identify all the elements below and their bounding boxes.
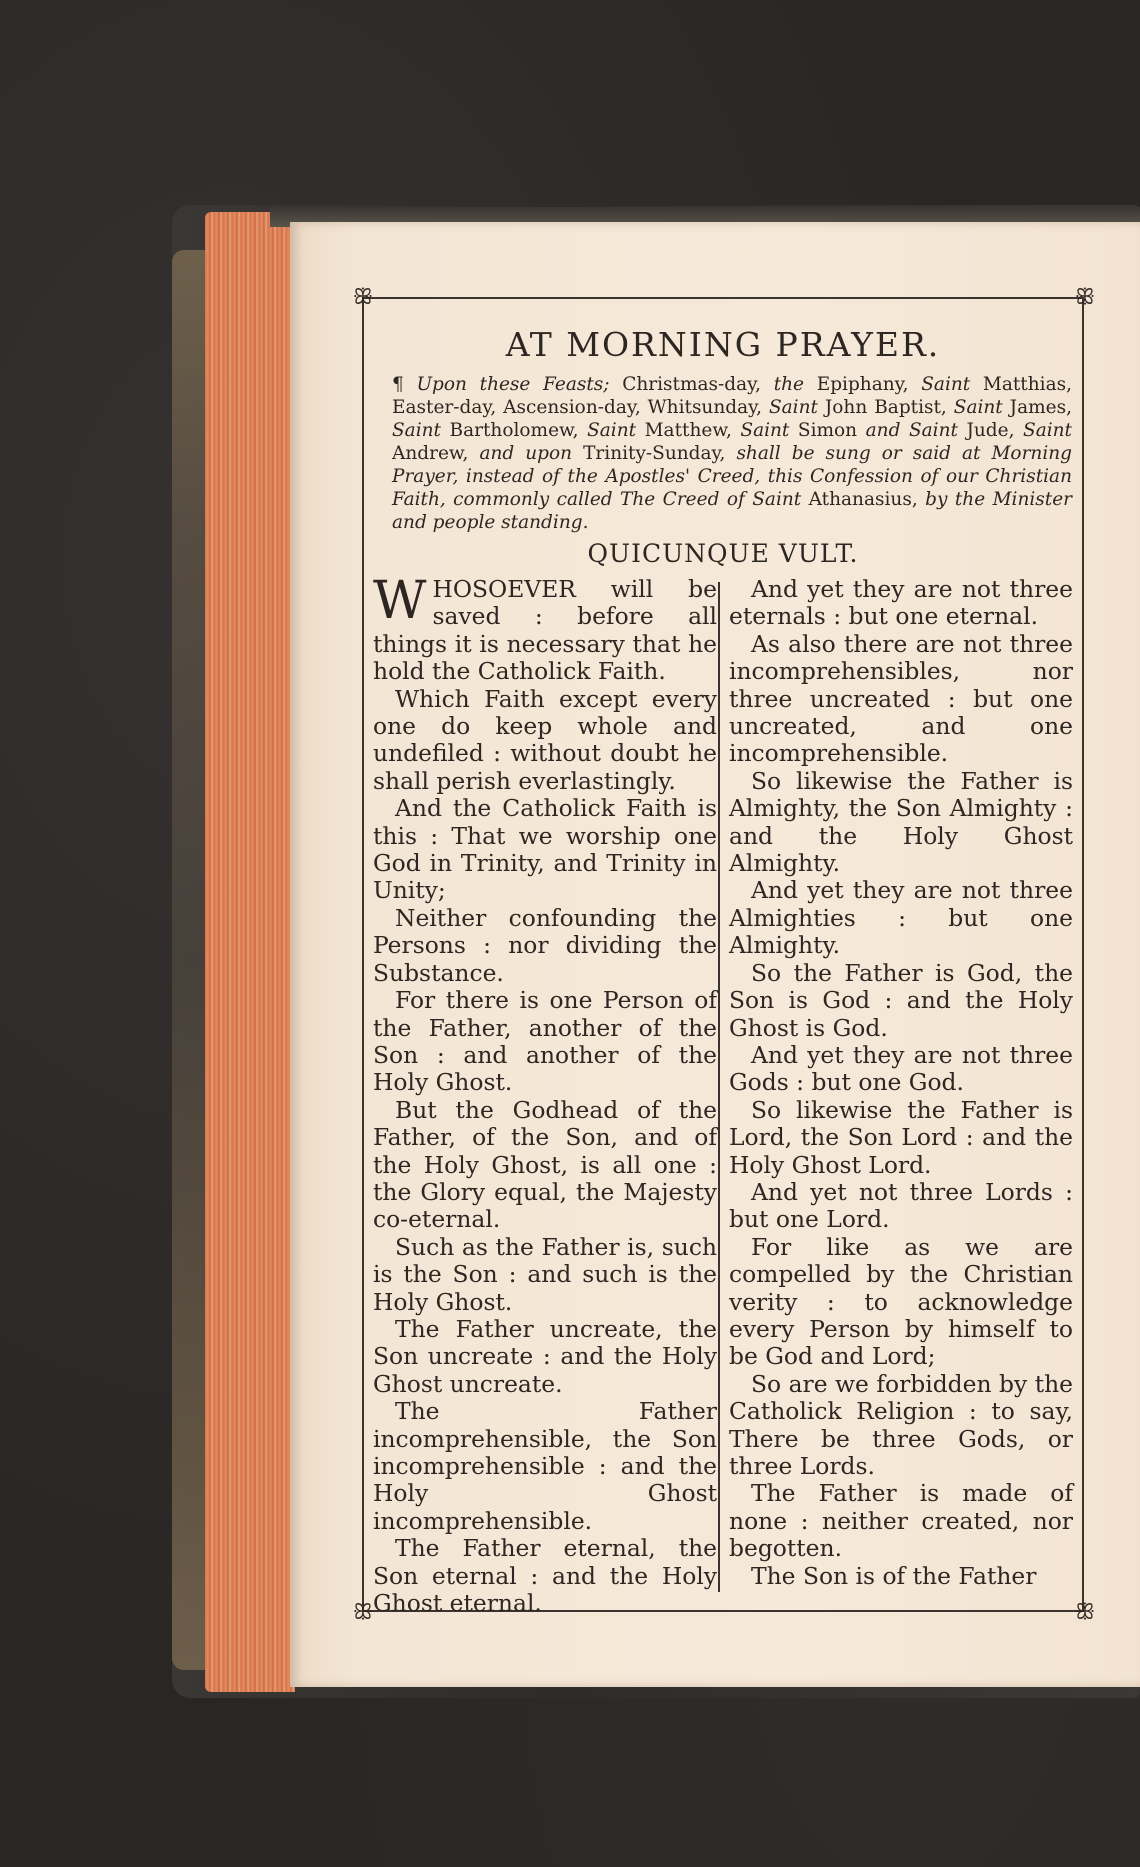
paragraph: And the Catholick Faith is this : That we worship one God in Trinity, and Trinity in Unity; [373,794,717,905]
rubric-italic: Saint [768,397,818,418]
paragraph: So likewise the Father is Almighty, the Son Almighty : and the Holy Ghost Almighty. [729,766,1073,878]
paragraph: But the Godhead of the Father, of the Son, and of the Holy Ghost, is all one : the Glory equal, the Majesty co-eternal. [373,1095,717,1234]
paragraph: The Father eternal, the Son eternal : and the Holy Ghost eternal. [373,1534,717,1618]
paragraph [373,571,717,686]
rubric-text [392,373,1072,534]
rubric-roman: Trinity-Sunday, [572,443,737,464]
rubric-italic: and upon [479,443,573,464]
rubric-italic: Saint [392,420,441,441]
rubric-roman: Christmas-day, [609,374,774,395]
paragraph-text: HOSOEVER will be saved : before all things it is necessary that he hold the Catholick Faith. [373,575,717,686]
rubric-italic: the [773,374,805,395]
rubric-italic: Saint [921,374,971,395]
paragraph: Which Faith except every one do keep whole and undefiled : without doubt he shall perish everlastingly. [373,684,717,795]
rubric-italic: Upon these Feasts; [416,374,610,395]
paragraph: And yet they are not three eternals : but one eternal. [729,575,1073,631]
rubric-roman: Matthias, Easter-day, Ascension-day, Whitsunday, [392,374,1072,418]
right-column [729,576,1073,1590]
drop-cap: W [373,571,427,631]
paragraph: Such as the Father is, such is the Son : and such is the Holy Ghost. [373,1232,717,1316]
left-column [373,571,717,1618]
rubric-roman: Bartholomew, [440,420,588,441]
rubric-roman: James, [1002,397,1072,418]
paragraph: The Son is of the Father [751,1561,1037,1590]
paragraph: For there is one Person of the Father, another of the Son : and another of the Holy Ghost. [373,986,717,1097]
corner-ornament-bottom-left: ꕥ [352,1600,374,1625]
paragraph: The Father incomprehensible, the Son incomprehensible : and the Holy Ghost incomprehensible. [373,1397,717,1535]
corner-ornament-top-right: ꕥ [1074,285,1096,310]
rubric-italic: and Saint [865,420,958,441]
rubric-roman: Andrew, [392,443,480,464]
rubric-italic: by the Minister and people standing. [392,489,1072,533]
paragraph: Neither confounding the Persons : nor dividing the Substance. [373,903,717,987]
rubric-italic: Saint [953,397,1003,418]
corner-ornament-bottom-right: ꕥ [1074,1600,1096,1625]
paragraph: The Father is made of none : neither created, nor begotten. [729,1479,1073,1563]
paragraph: And yet they are not three Gods : but one God. [729,1040,1073,1097]
rubric-roman: Simon [789,420,866,441]
paragraph: The Father uncreate, the Son uncreate : and the Holy Ghost uncreate. [373,1314,717,1398]
rubric-roman: John Baptist, [817,397,954,418]
paragraph: As also there are not three incomprehensibles, nor three uncreated : but one uncreated, and one incomprehensible. [729,629,1073,768]
rubric-italic: Saint [1023,420,1072,441]
page-title: AT MORNING PRAYER. [505,325,941,364]
column-divider [718,582,720,1592]
paragraph: And yet they are not three Almighties : but one Almighty. [729,876,1073,960]
paragraph: So likewise the Father is Lord, the Son Lord : and the Holy Ghost Lord. [729,1095,1073,1179]
paragraph: For like as we are compelled by the Christian verity : to acknowledge every Person by himself to be God and Lord; [729,1232,1073,1371]
pilcrow: ¶ [392,374,404,395]
paragraph: So the Father is God, the Son is God : and the Holy Ghost is God. [729,958,1073,1042]
paragraph: And yet not three Lords : but one Lord. [729,1177,1073,1234]
rubric-roman: Jude, [957,420,1024,441]
creed-title: QUICUNQUE VULT. [587,539,859,568]
rubric-italic: Saint [587,420,637,441]
rubric-roman: Epiphany, [804,374,922,395]
rubric-roman: Athanasius, [801,489,926,510]
corner-ornament-top-left: ꕥ [352,285,374,310]
rubric-italic: Saint [740,420,790,441]
paragraph: So are we forbidden by the Catholick Religion : to say, There be three Gods, or three Lords. [729,1369,1073,1480]
rubric-roman: Matthew, [636,420,741,441]
page-edges [205,212,295,1692]
rubric-italic: shall be sung or said at Morning Prayer, instead of the Apostles' Creed, this Confession of our Christian Faith, commonly called The Creed of Saint [392,443,1072,510]
